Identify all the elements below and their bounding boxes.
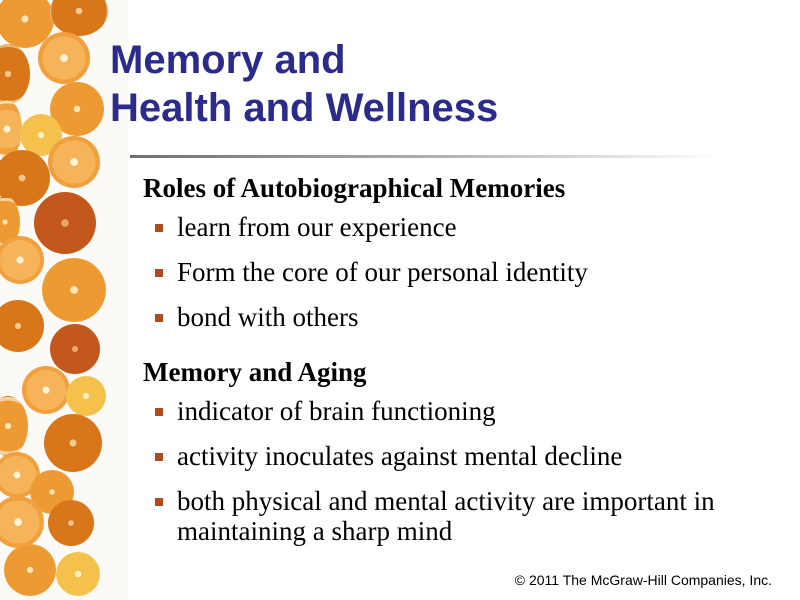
copyright-notice: © 2011 The McGraw-Hill Companies, Inc. xyxy=(514,572,772,588)
orange-slice-icon xyxy=(48,500,94,546)
bullet-square-icon xyxy=(155,453,163,461)
bullet-square-icon xyxy=(155,314,163,322)
bullet-text: activity inoculates against mental decline xyxy=(177,441,623,471)
slide-title xyxy=(110,36,770,132)
bullet-square-icon xyxy=(155,269,163,277)
bullet-square-icon xyxy=(155,408,163,416)
bullet-item xyxy=(143,257,783,287)
bullet-item xyxy=(143,396,783,426)
bullet-list-autobiographical xyxy=(143,212,783,332)
bullet-list-aging xyxy=(143,396,783,546)
orange-slice-icon xyxy=(56,552,100,596)
bullet-square-icon xyxy=(155,224,163,232)
orange-slice-icon xyxy=(4,544,56,596)
bullet-item xyxy=(143,441,783,471)
orange-slices-decoration xyxy=(0,0,128,600)
bullet-text: bond with others xyxy=(177,302,359,332)
bullet-item xyxy=(143,212,783,242)
orange-slice-icon xyxy=(50,0,108,36)
orange-slice-icon xyxy=(0,496,44,548)
slide-body xyxy=(143,170,783,546)
orange-slice-icon xyxy=(38,32,90,84)
orange-slice-icon xyxy=(66,376,106,416)
bullet-square-icon xyxy=(155,498,163,506)
slide-title-line-1: Memory and xyxy=(110,38,346,82)
section-heading-autobiographical: Roles of Autobiographical Memories xyxy=(143,173,566,203)
orange-slice-icon xyxy=(50,324,100,374)
bullet-text: both physical and mental activity are important in maintaining a sharp mind xyxy=(177,486,715,546)
orange-slice-icon xyxy=(0,236,44,284)
orange-slice-icon xyxy=(48,136,100,188)
orange-slice-icon xyxy=(0,396,28,456)
section-heading-aging: Memory and Aging xyxy=(143,357,367,387)
bullet-text: learn from our experience xyxy=(177,212,457,242)
orange-slice-icon xyxy=(0,300,44,352)
slide-title-line-2: Health and Wellness xyxy=(110,86,499,130)
bullet-item xyxy=(143,486,783,546)
bullet-text: Form the core of our personal identity xyxy=(177,257,588,287)
orange-slice-icon xyxy=(34,192,96,254)
bullet-item xyxy=(143,302,783,332)
orange-slice-icon xyxy=(42,258,106,322)
orange-slice-icon xyxy=(22,366,70,414)
orange-slice-icon xyxy=(0,44,30,104)
orange-slice-icon xyxy=(44,414,102,472)
title-divider xyxy=(130,155,720,158)
bullet-text: indicator of brain functioning xyxy=(177,396,496,426)
